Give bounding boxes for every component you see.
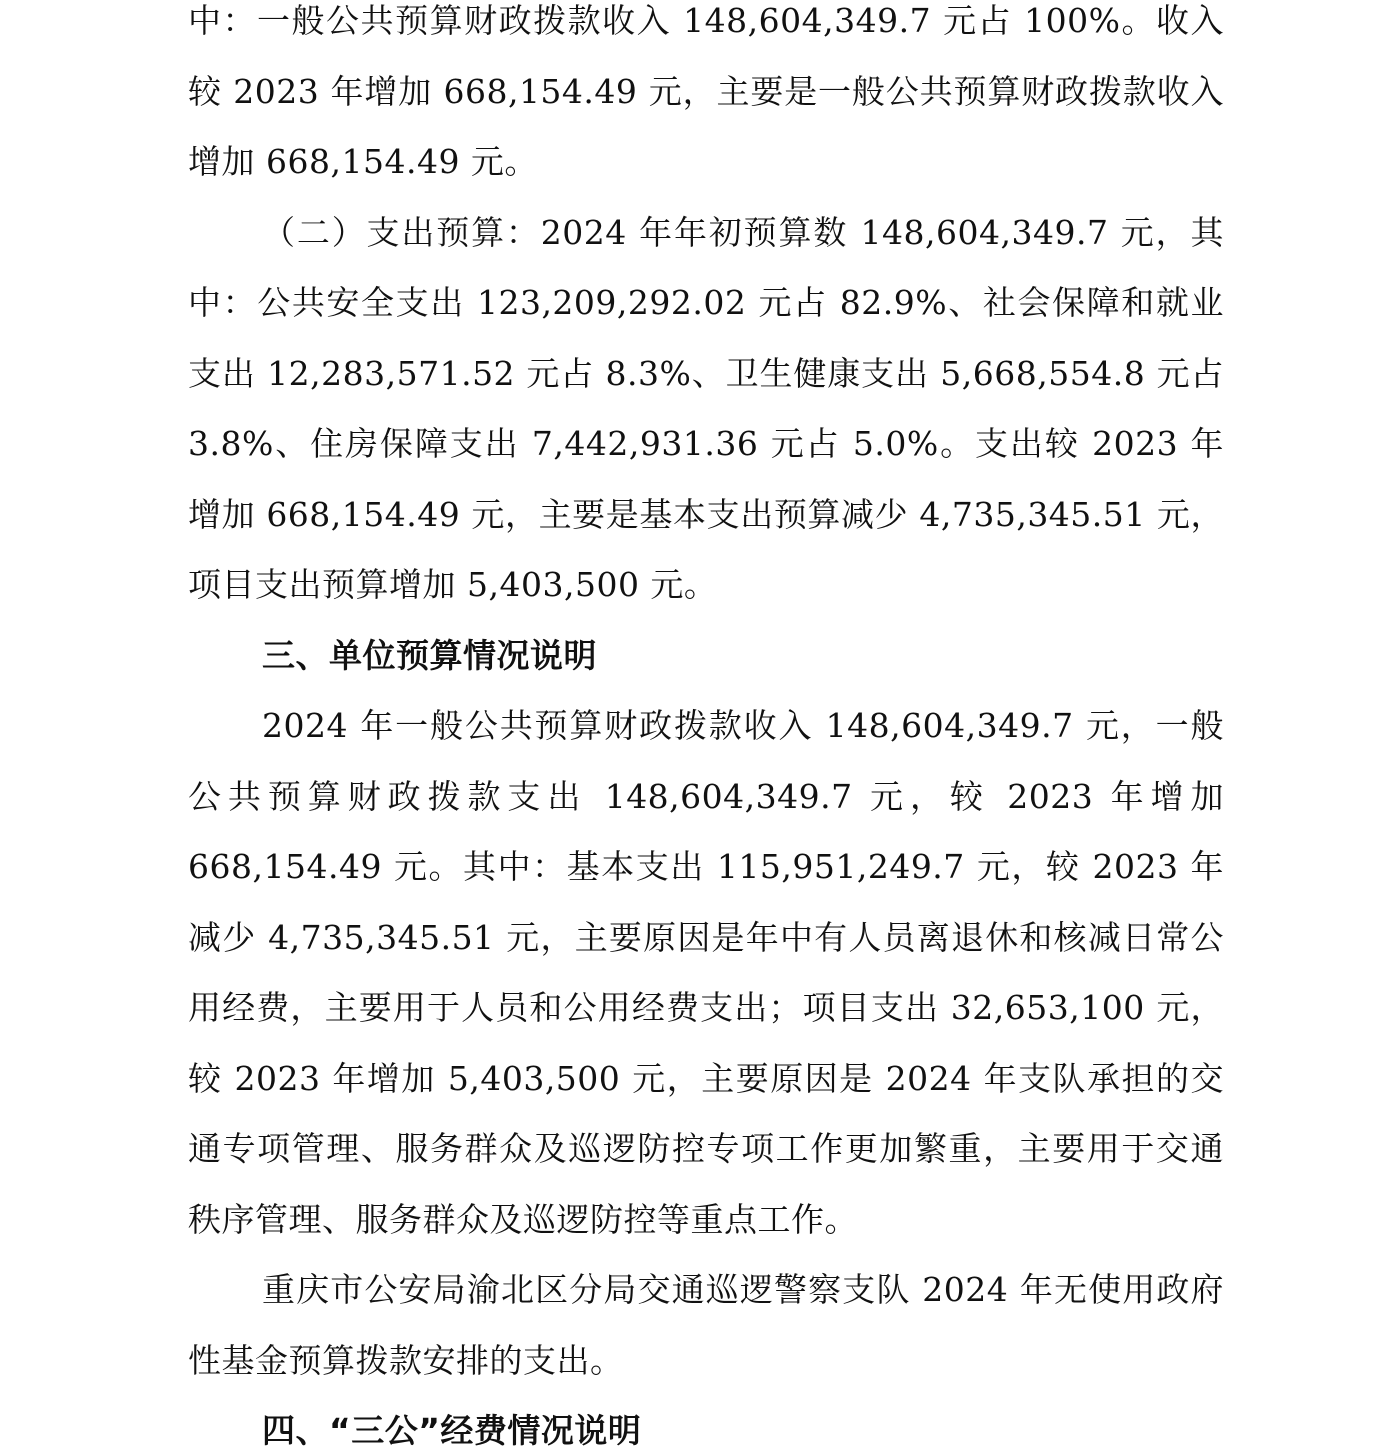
paragraph-government-fund: 重庆市公安局渝北区分局交通巡逻警察支队 2024 年无使用政府性基金预算拨款安排的支出。 xyxy=(188,1270,1224,1380)
paragraph-expenditure-budget: （二）支出预算：2024 年年初预算数 148,604,349.7 元，其中：公共安全支出 123,209,292.02 元占 82.9%、社会保障和就业支出 12,283,571.52 元占 8.3%、卫生健康支出 5,668,554.8 元占 3.8%、住房保障支出 7,442,931.36 元占 5.0%。支出较 2023 年增加 668,154.49 元，主要是基本支出预算减少 4,735,345.51 元，项目支出预算增加 5,403,500 元。 xyxy=(188,212,1224,604)
document-body xyxy=(188,0,1224,1456)
section-heading-unit-budget: 三、单位预算情况说明 xyxy=(262,635,597,675)
paragraph-unit-budget: 2024 年一般公共预算财政拨款收入 148,604,349.7 元，一般公共预算财政拨款支出 148,604,349.7 元，较 2023 年增加 668,154.49 元。其中：基本支出 115,951,249.7 元，较 2023 年减少 4,735,345.51 元，主要原因是年中有人员离退休和核减日常公用经费，主要用于人员和公用经费支出；项目支出 32,653,100 元，较 2023 年增加 5,403,500 元，主要原因是 2024 年支队承担的交通专项管理、服务群众及巡逻防控专项工作更加繁重，主要用于交通秩序管理、服务群众及巡逻防控等重点工作。 xyxy=(188,706,1224,1239)
section-heading-three-public-expenses: 四、“三公”经费情况说明 xyxy=(262,1411,642,1450)
paragraph-income-continued: 中：一般公共预算财政拨款收入 148,604,349.7 元占 100%。收入较 2023 年增加 668,154.49 元，主要是一般公共预算财政拨款收入增加 668,154.49 元。 xyxy=(188,1,1224,181)
